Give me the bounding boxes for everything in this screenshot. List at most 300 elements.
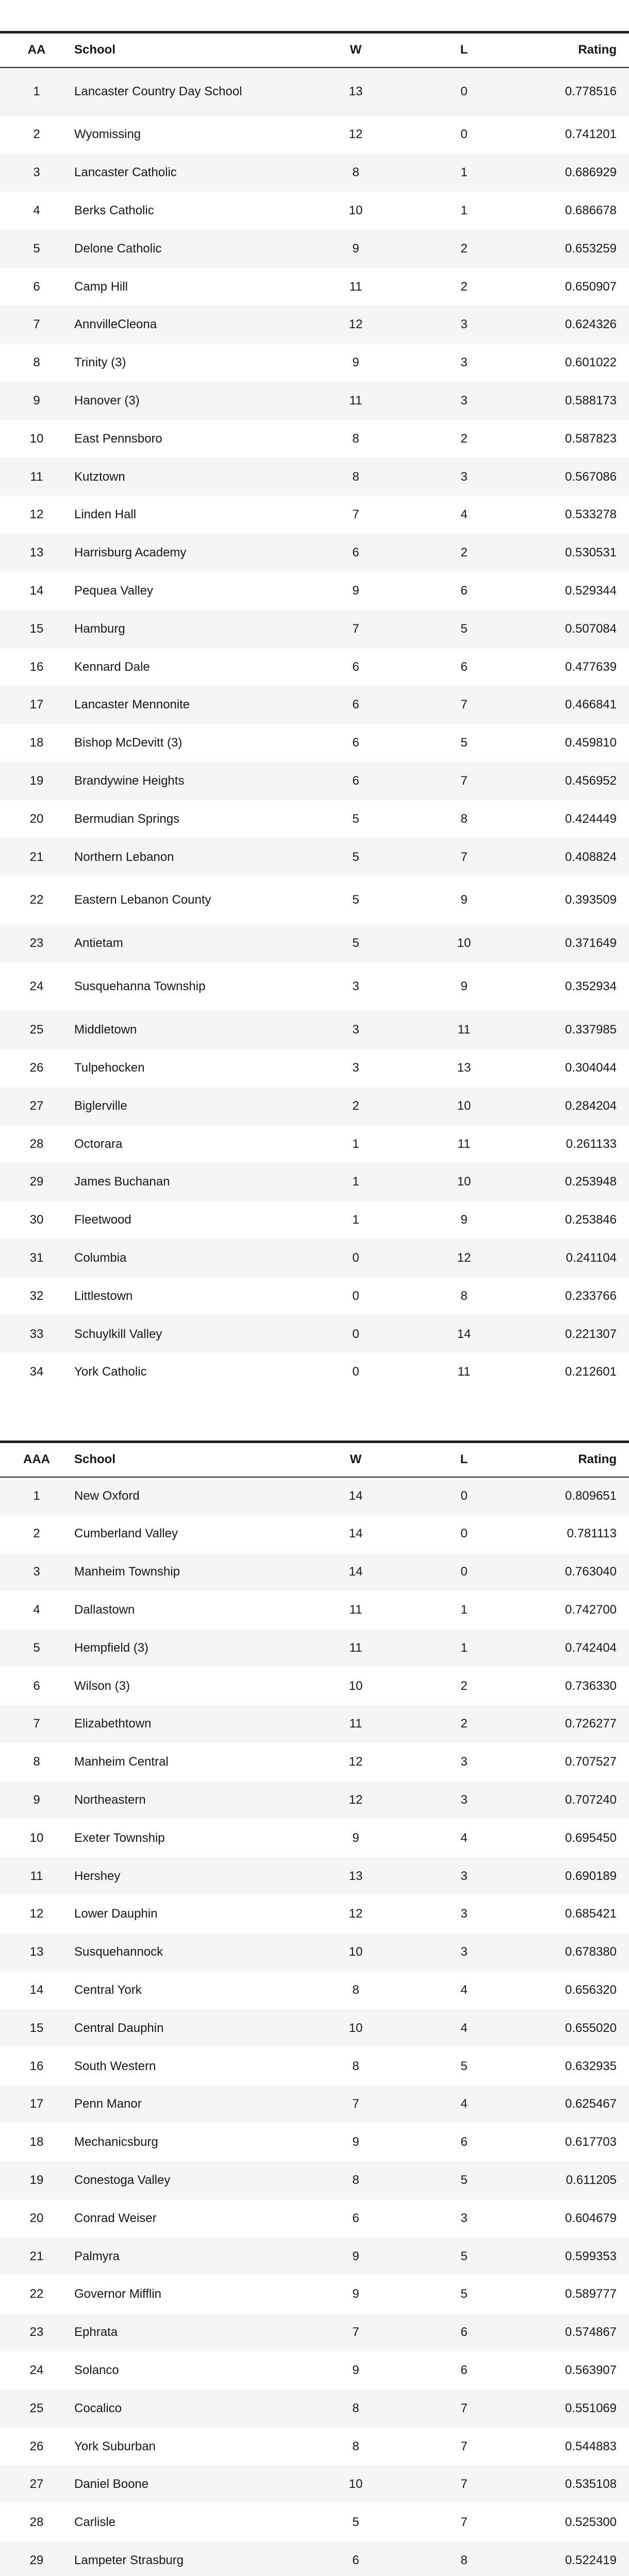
school-cell: Exeter Township bbox=[67, 1819, 294, 1857]
losses-cell: 10 bbox=[418, 924, 510, 962]
school-cell: South Western bbox=[67, 2047, 294, 2086]
wins-cell: 14 bbox=[294, 1477, 418, 1515]
losses-cell: 3 bbox=[418, 1933, 510, 1971]
wins-cell: 9 bbox=[294, 572, 418, 610]
rank-cell: 3 bbox=[0, 154, 67, 192]
losses-cell: 11 bbox=[418, 1011, 510, 1049]
table-row bbox=[0, 1895, 629, 1933]
wins-cell: 8 bbox=[294, 2161, 418, 2199]
rank-cell: 4 bbox=[0, 192, 67, 230]
losses-cell: 3 bbox=[418, 1895, 510, 1933]
rating-cell: 0.690189 bbox=[510, 1857, 629, 1895]
losses-cell: 9 bbox=[418, 1201, 510, 1239]
rating-cell: 0.655020 bbox=[510, 2009, 629, 2047]
rank-cell: 18 bbox=[0, 2123, 67, 2161]
losses-cell: 9 bbox=[418, 876, 510, 924]
table-row bbox=[0, 2009, 629, 2047]
wins-cell: 0 bbox=[294, 1277, 418, 1315]
rating-cell: 0.304044 bbox=[510, 1049, 629, 1087]
table-row bbox=[0, 1515, 629, 1553]
wins-cell: 6 bbox=[294, 648, 418, 686]
school-cell: Brandywine Heights bbox=[67, 762, 294, 800]
school-cell: AnnvilleCleona bbox=[67, 306, 294, 344]
table-row bbox=[0, 962, 629, 1011]
rating-cell: 0.686678 bbox=[510, 192, 629, 230]
rating-cell: 0.551069 bbox=[510, 2389, 629, 2428]
rating-cell: 0.371649 bbox=[510, 924, 629, 962]
losses-cell: 12 bbox=[418, 1239, 510, 1277]
school-cell: Carlisle bbox=[67, 2503, 294, 2541]
losses-cell: 5 bbox=[418, 2238, 510, 2276]
header-rank[interactable]: AAA bbox=[23, 1452, 50, 1467]
losses-cell: 5 bbox=[418, 724, 510, 762]
losses-cell: 0 bbox=[418, 1515, 510, 1553]
wins-cell: 10 bbox=[294, 192, 418, 230]
wins-cell: 11 bbox=[294, 1629, 418, 1667]
school-cell: Ephrata bbox=[67, 2313, 294, 2351]
losses-cell: 3 bbox=[418, 306, 510, 344]
rating-cell: 0.477639 bbox=[510, 648, 629, 686]
rating-cell: 0.617703 bbox=[510, 2123, 629, 2161]
school-cell: Harrisburg Academy bbox=[67, 534, 294, 572]
rank-cell: 23 bbox=[0, 2313, 67, 2351]
rank-cell: 19 bbox=[0, 762, 67, 800]
rank-cell: 14 bbox=[0, 1971, 67, 2009]
table-row bbox=[0, 154, 629, 192]
header-losses[interactable]: L bbox=[460, 43, 468, 57]
school-cell: Camp Hill bbox=[67, 268, 294, 306]
rank-cell: 2 bbox=[0, 1515, 67, 1553]
losses-cell: 7 bbox=[418, 838, 510, 876]
rating-cell: 0.611205 bbox=[510, 2161, 629, 2199]
losses-cell: 11 bbox=[418, 1353, 510, 1391]
school-cell: Hempfield (3) bbox=[67, 1629, 294, 1667]
wins-cell: 13 bbox=[294, 67, 418, 116]
table-row bbox=[0, 1591, 629, 1629]
school-cell: Tulpehocken bbox=[67, 1049, 294, 1087]
rating-cell: 0.781113 bbox=[510, 1515, 629, 1553]
school-cell: Conrad Weiser bbox=[67, 2199, 294, 2238]
table-row bbox=[0, 2465, 629, 2503]
table-row bbox=[0, 230, 629, 268]
rating-cell: 0.599353 bbox=[510, 2238, 629, 2276]
rank-cell: 17 bbox=[0, 686, 67, 724]
losses-cell: 3 bbox=[418, 1857, 510, 1895]
aaa-table-body bbox=[0, 1477, 629, 2576]
rank-cell: 9 bbox=[0, 382, 67, 420]
losses-cell: 2 bbox=[418, 230, 510, 268]
header-rank[interactable]: AA bbox=[27, 43, 46, 57]
aa-rankings-table bbox=[0, 31, 629, 1391]
aa-table-block bbox=[0, 31, 629, 1391]
losses-cell: 6 bbox=[418, 2123, 510, 2161]
rating-cell: 0.466841 bbox=[510, 686, 629, 724]
rank-cell: 7 bbox=[0, 1705, 67, 1743]
table-row bbox=[0, 2123, 629, 2161]
wins-cell: 1 bbox=[294, 1201, 418, 1239]
school-cell: Lancaster Mennonite bbox=[67, 686, 294, 724]
rating-cell: 0.601022 bbox=[510, 344, 629, 382]
table-header-row bbox=[0, 1442, 629, 1477]
rating-cell: 0.625467 bbox=[510, 2085, 629, 2123]
table-row bbox=[0, 2313, 629, 2351]
school-cell: Eastern Lebanon County bbox=[67, 876, 294, 924]
wins-cell: 9 bbox=[294, 2123, 418, 2161]
table-row bbox=[0, 116, 629, 154]
wins-cell: 8 bbox=[294, 420, 418, 458]
wins-cell: 8 bbox=[294, 2389, 418, 2428]
school-cell: Penn Manor bbox=[67, 2085, 294, 2123]
school-cell: Bermudian Springs bbox=[67, 800, 294, 838]
school-cell: Daniel Boone bbox=[67, 2465, 294, 2503]
wins-cell: 5 bbox=[294, 2503, 418, 2541]
table-row bbox=[0, 192, 629, 230]
school-cell: Cocalico bbox=[67, 2389, 294, 2428]
school-cell: Middletown bbox=[67, 1011, 294, 1049]
school-cell: Northern Lebanon bbox=[67, 838, 294, 876]
rating-cell: 0.695450 bbox=[510, 1819, 629, 1857]
losses-cell: 10 bbox=[418, 1087, 510, 1125]
table-row bbox=[0, 1781, 629, 1819]
wins-cell: 8 bbox=[294, 2047, 418, 2086]
rating-cell: 0.530531 bbox=[510, 534, 629, 572]
table-row bbox=[0, 724, 629, 762]
aaa-table-block bbox=[0, 1440, 629, 2576]
rating-cell: 0.726277 bbox=[510, 1705, 629, 1743]
rank-cell: 2 bbox=[0, 116, 67, 154]
rank-cell: 6 bbox=[0, 1667, 67, 1705]
losses-cell: 5 bbox=[418, 2275, 510, 2313]
rank-cell: 20 bbox=[0, 800, 67, 838]
rating-cell: 0.337985 bbox=[510, 1011, 629, 1049]
rating-cell: 0.707240 bbox=[510, 1781, 629, 1819]
rating-cell: 0.533278 bbox=[510, 496, 629, 534]
wins-cell: 10 bbox=[294, 2465, 418, 2503]
rank-cell: 22 bbox=[0, 2275, 67, 2313]
wins-cell: 8 bbox=[294, 1971, 418, 2009]
table-row bbox=[0, 1629, 629, 1667]
rank-cell: 26 bbox=[0, 2428, 67, 2466]
school-cell: Antietam bbox=[67, 924, 294, 962]
school-cell: Manheim Township bbox=[67, 1553, 294, 1591]
losses-cell: 3 bbox=[418, 1781, 510, 1819]
losses-cell: 2 bbox=[418, 268, 510, 306]
school-cell: New Oxford bbox=[67, 1477, 294, 1515]
school-cell: Pequea Valley bbox=[67, 572, 294, 610]
losses-cell: 3 bbox=[418, 344, 510, 382]
table-row bbox=[0, 1819, 629, 1857]
rank-cell: 5 bbox=[0, 230, 67, 268]
wins-cell: 7 bbox=[294, 496, 418, 534]
table-row bbox=[0, 1933, 629, 1971]
rank-cell: 29 bbox=[0, 1163, 67, 1201]
rating-cell: 0.212601 bbox=[510, 1353, 629, 1391]
table-row bbox=[0, 1239, 629, 1277]
rank-cell: 28 bbox=[0, 1125, 67, 1163]
rating-cell: 0.563907 bbox=[510, 2351, 629, 2389]
rating-cell: 0.778516 bbox=[510, 67, 629, 116]
rank-cell: 32 bbox=[0, 1277, 67, 1315]
school-cell: Columbia bbox=[67, 1239, 294, 1277]
rank-cell: 27 bbox=[0, 2465, 67, 2503]
losses-cell: 7 bbox=[418, 2503, 510, 2541]
rank-cell: 24 bbox=[0, 962, 67, 1011]
table-row bbox=[0, 762, 629, 800]
table-row bbox=[0, 800, 629, 838]
school-cell: Kutztown bbox=[67, 458, 294, 496]
rating-cell: 0.653259 bbox=[510, 230, 629, 268]
losses-cell: 10 bbox=[418, 1163, 510, 1201]
rating-cell: 0.656320 bbox=[510, 1971, 629, 2009]
rank-cell: 12 bbox=[0, 1895, 67, 1933]
table-row bbox=[0, 2161, 629, 2199]
wins-cell: 12 bbox=[294, 306, 418, 344]
wins-cell: 9 bbox=[294, 1819, 418, 1857]
rating-cell: 0.763040 bbox=[510, 1553, 629, 1591]
rank-cell: 6 bbox=[0, 268, 67, 306]
wins-cell: 5 bbox=[294, 838, 418, 876]
losses-cell: 13 bbox=[418, 1049, 510, 1087]
wins-cell: 5 bbox=[294, 876, 418, 924]
rating-cell: 0.522419 bbox=[510, 2541, 629, 2576]
rating-cell: 0.624326 bbox=[510, 306, 629, 344]
rank-cell: 25 bbox=[0, 2389, 67, 2428]
rank-cell: 19 bbox=[0, 2161, 67, 2199]
wins-cell: 10 bbox=[294, 1667, 418, 1705]
wins-cell: 9 bbox=[294, 2238, 418, 2276]
rank-cell: 27 bbox=[0, 1087, 67, 1125]
school-cell: York Suburban bbox=[67, 2428, 294, 2466]
losses-cell: 3 bbox=[418, 2199, 510, 2238]
rating-cell: 0.241104 bbox=[510, 1239, 629, 1277]
rank-cell: 1 bbox=[0, 1477, 67, 1515]
header-losses[interactable]: L bbox=[460, 1452, 468, 1467]
wins-cell: 7 bbox=[294, 2313, 418, 2351]
school-cell: York Catholic bbox=[67, 1353, 294, 1391]
losses-cell: 2 bbox=[418, 534, 510, 572]
table-spacer bbox=[0, 1391, 629, 1440]
table-row bbox=[0, 686, 629, 724]
rank-cell: 11 bbox=[0, 1857, 67, 1895]
school-cell: Susquehannock bbox=[67, 1933, 294, 1971]
rating-cell: 0.352934 bbox=[510, 962, 629, 1011]
school-cell: Bishop McDevitt (3) bbox=[67, 724, 294, 762]
school-cell: Susquehanna Township bbox=[67, 962, 294, 1011]
wins-cell: 11 bbox=[294, 1591, 418, 1629]
school-cell: Biglerville bbox=[67, 1087, 294, 1125]
losses-cell: 4 bbox=[418, 1971, 510, 2009]
school-cell: Hershey bbox=[67, 1857, 294, 1895]
header-school[interactable]: School bbox=[74, 1452, 116, 1467]
losses-cell: 2 bbox=[418, 1705, 510, 1743]
wins-cell: 7 bbox=[294, 2085, 418, 2123]
rank-cell: 31 bbox=[0, 1239, 67, 1277]
rank-cell: 28 bbox=[0, 2503, 67, 2541]
rank-cell: 13 bbox=[0, 534, 67, 572]
losses-cell: 8 bbox=[418, 800, 510, 838]
school-cell: East Pennsboro bbox=[67, 420, 294, 458]
wins-cell: 10 bbox=[294, 1933, 418, 1971]
table-row bbox=[0, 2503, 629, 2541]
losses-cell: 1 bbox=[418, 154, 510, 192]
wins-cell: 5 bbox=[294, 800, 418, 838]
rank-cell: 11 bbox=[0, 458, 67, 496]
table-row bbox=[0, 496, 629, 534]
rating-cell: 0.741201 bbox=[510, 116, 629, 154]
losses-cell: 2 bbox=[418, 1667, 510, 1705]
losses-cell: 6 bbox=[418, 2313, 510, 2351]
losses-cell: 7 bbox=[418, 2465, 510, 2503]
table-row bbox=[0, 648, 629, 686]
school-cell: Central York bbox=[67, 1971, 294, 2009]
table-row bbox=[0, 2085, 629, 2123]
wins-cell: 6 bbox=[294, 762, 418, 800]
rating-cell: 0.736330 bbox=[510, 1667, 629, 1705]
rating-cell: 0.742700 bbox=[510, 1591, 629, 1629]
wins-cell: 12 bbox=[294, 1743, 418, 1781]
aa-table-body bbox=[0, 67, 629, 1392]
wins-cell: 8 bbox=[294, 2428, 418, 2466]
table-row bbox=[0, 1857, 629, 1895]
wins-cell: 7 bbox=[294, 610, 418, 648]
rank-cell: 14 bbox=[0, 572, 67, 610]
school-cell: Elizabethtown bbox=[67, 1705, 294, 1743]
school-cell: Cumberland Valley bbox=[67, 1515, 294, 1553]
wins-cell: 6 bbox=[294, 2541, 418, 2576]
school-cell: Kennard Dale bbox=[67, 648, 294, 686]
losses-cell: 4 bbox=[418, 496, 510, 534]
school-cell: Northeastern bbox=[67, 1781, 294, 1819]
school-cell: Trinity (3) bbox=[67, 344, 294, 382]
rating-cell: 0.456952 bbox=[510, 762, 629, 800]
header-wins[interactable]: W bbox=[350, 43, 362, 57]
school-cell: Central Dauphin bbox=[67, 2009, 294, 2047]
losses-cell: 5 bbox=[418, 2161, 510, 2199]
losses-cell: 9 bbox=[418, 962, 510, 1011]
table-row bbox=[0, 1011, 629, 1049]
table-row bbox=[0, 1315, 629, 1353]
losses-cell: 7 bbox=[418, 686, 510, 724]
rank-cell: 10 bbox=[0, 1819, 67, 1857]
rank-cell: 22 bbox=[0, 876, 67, 924]
rating-cell: 0.544883 bbox=[510, 2428, 629, 2466]
wins-cell: 6 bbox=[294, 2199, 418, 2238]
wins-cell: 11 bbox=[294, 382, 418, 420]
wins-cell: 6 bbox=[294, 534, 418, 572]
rank-cell: 17 bbox=[0, 2085, 67, 2123]
wins-cell: 9 bbox=[294, 230, 418, 268]
losses-cell: 6 bbox=[418, 648, 510, 686]
wins-cell: 14 bbox=[294, 1553, 418, 1591]
rank-cell: 5 bbox=[0, 1629, 67, 1667]
table-row bbox=[0, 1705, 629, 1743]
table-row bbox=[0, 572, 629, 610]
rank-cell: 8 bbox=[0, 344, 67, 382]
rating-cell: 0.587823 bbox=[510, 420, 629, 458]
rank-cell: 21 bbox=[0, 2238, 67, 2276]
wins-cell: 0 bbox=[294, 1239, 418, 1277]
rating-cell: 0.424449 bbox=[510, 800, 629, 838]
wins-cell: 10 bbox=[294, 2009, 418, 2047]
school-cell: Lower Dauphin bbox=[67, 1895, 294, 1933]
table-row bbox=[0, 306, 629, 344]
school-cell: Mechanicsburg bbox=[67, 2123, 294, 2161]
rank-cell: 34 bbox=[0, 1353, 67, 1391]
rank-cell: 29 bbox=[0, 2541, 67, 2576]
losses-cell: 4 bbox=[418, 2009, 510, 2047]
wins-cell: 14 bbox=[294, 1515, 418, 1553]
school-cell: Wyomissing bbox=[67, 116, 294, 154]
school-cell: Lampeter Strasburg bbox=[67, 2541, 294, 2576]
wins-cell: 6 bbox=[294, 686, 418, 724]
wins-cell: 12 bbox=[294, 1895, 418, 1933]
losses-cell: 0 bbox=[418, 1553, 510, 1591]
school-cell: Dallastown bbox=[67, 1591, 294, 1629]
rank-cell: 15 bbox=[0, 2009, 67, 2047]
rank-cell: 3 bbox=[0, 1553, 67, 1591]
wins-cell: 3 bbox=[294, 962, 418, 1011]
losses-cell: 4 bbox=[418, 2085, 510, 2123]
header-school[interactable]: School bbox=[74, 43, 116, 57]
table-row bbox=[0, 344, 629, 382]
header-rating[interactable]: Rating bbox=[578, 1452, 617, 1467]
header-rating[interactable]: Rating bbox=[578, 43, 617, 57]
rating-cell: 0.678380 bbox=[510, 1933, 629, 1971]
rating-cell: 0.221307 bbox=[510, 1315, 629, 1353]
table-row bbox=[0, 1163, 629, 1201]
losses-cell: 1 bbox=[418, 1629, 510, 1667]
rating-cell: 0.650907 bbox=[510, 268, 629, 306]
table-row bbox=[0, 2428, 629, 2466]
rating-cell: 0.604679 bbox=[510, 2199, 629, 2238]
rank-cell: 9 bbox=[0, 1781, 67, 1819]
wins-cell: 8 bbox=[294, 154, 418, 192]
rating-cell: 0.589777 bbox=[510, 2275, 629, 2313]
school-cell: James Buchanan bbox=[67, 1163, 294, 1201]
rank-cell: 10 bbox=[0, 420, 67, 458]
losses-cell: 3 bbox=[418, 382, 510, 420]
table-row bbox=[0, 2238, 629, 2276]
school-cell: Octorara bbox=[67, 1125, 294, 1163]
rating-cell: 0.707527 bbox=[510, 1743, 629, 1781]
rank-cell: 20 bbox=[0, 2199, 67, 2238]
table-row bbox=[0, 1743, 629, 1781]
school-cell: Linden Hall bbox=[67, 496, 294, 534]
school-cell: Solanco bbox=[67, 2351, 294, 2389]
rank-cell: 18 bbox=[0, 724, 67, 762]
rank-cell: 4 bbox=[0, 1591, 67, 1629]
losses-cell: 2 bbox=[418, 420, 510, 458]
rating-cell: 0.253846 bbox=[510, 1201, 629, 1239]
table-row bbox=[0, 1125, 629, 1163]
table-row bbox=[0, 1087, 629, 1125]
school-cell: Palmyra bbox=[67, 2238, 294, 2276]
wins-cell: 12 bbox=[294, 116, 418, 154]
rating-cell: 0.529344 bbox=[510, 572, 629, 610]
table-row bbox=[0, 268, 629, 306]
header-wins[interactable]: W bbox=[350, 1452, 362, 1467]
rank-cell: 16 bbox=[0, 648, 67, 686]
rating-cell: 0.809651 bbox=[510, 1477, 629, 1515]
table-row bbox=[0, 1049, 629, 1087]
rank-cell: 23 bbox=[0, 924, 67, 962]
rank-cell: 12 bbox=[0, 496, 67, 534]
wins-cell: 1 bbox=[294, 1125, 418, 1163]
losses-cell: 0 bbox=[418, 1477, 510, 1515]
rating-cell: 0.459810 bbox=[510, 724, 629, 762]
wins-cell: 11 bbox=[294, 268, 418, 306]
rank-cell: 24 bbox=[0, 2351, 67, 2389]
